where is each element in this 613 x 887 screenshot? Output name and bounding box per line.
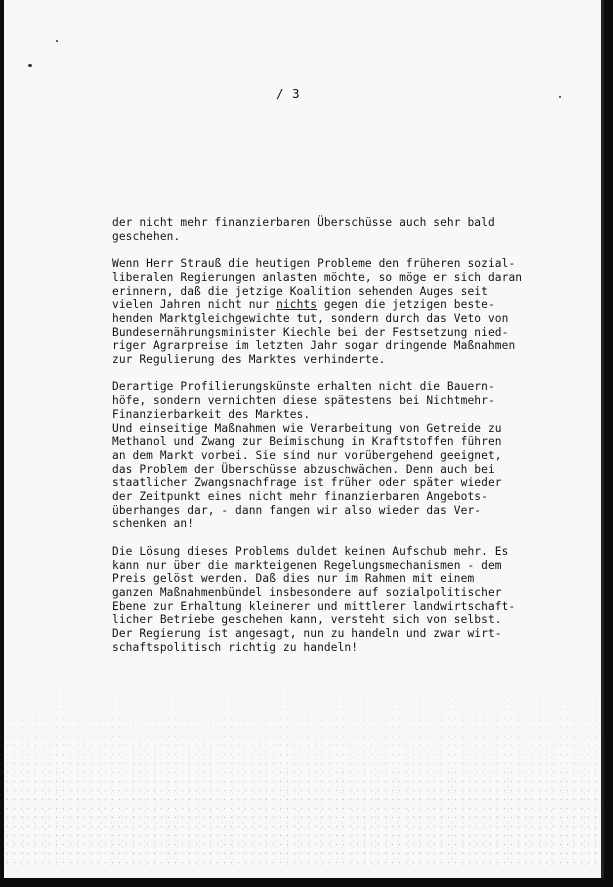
text-line: Derartige Profilierungskünste erhalten nicht die Bauern- bbox=[112, 380, 495, 394]
text-line: Preis gelöst werden. Daß dies nur im Rahmen mit einem bbox=[112, 572, 475, 586]
text-line-underlined-word: vielen Jahren nicht nur nichts gegen die jetzigen beste- bbox=[112, 298, 495, 312]
paragraph-1 bbox=[112, 216, 542, 243]
text-line: Ebene zur Erhaltung kleinerer und mittlerer landwirtschaft- bbox=[112, 599, 516, 613]
scan-speck bbox=[56, 40, 58, 42]
paragraph-2 bbox=[112, 257, 542, 367]
text-line: an dem Markt vorbei. Sie sind nur vorübergehend geeignet, bbox=[112, 448, 502, 462]
text-line: erinnern, daß die jetzige Koalition sehenden Auges seit bbox=[112, 284, 488, 298]
text-line: zur Regulierung des Marktes verhinderte. bbox=[112, 353, 386, 367]
scan-noise bbox=[4, 660, 604, 870]
text-line: schaftspolitisch richtig zu handeln! bbox=[112, 640, 359, 654]
scan-speck bbox=[559, 96, 561, 98]
text-line: Bundesernährungsminister Kiechle bei der Festsetzung nied- bbox=[112, 325, 509, 339]
text-line: ganzen Maßnahmenbündel insbesondere auf sozialpolitischer bbox=[112, 585, 502, 599]
text-line: riger Agrarpreise im letzten Jahr sogar dringende Maßnahmen bbox=[112, 339, 516, 353]
text-line: Finanzierbarkeit des Marktes. bbox=[112, 407, 311, 421]
text-line: Wenn Herr Strauß die heutigen Probleme den früheren sozial- bbox=[112, 257, 516, 271]
text-line: henden Marktgleichgewichte tut, sondern durch das Veto von bbox=[112, 311, 509, 325]
scan-speck bbox=[28, 64, 32, 67]
text-line: Der Regierung ist angesagt, nun zu handeln und zwar wirt- bbox=[112, 627, 502, 641]
text-line: schenken an! bbox=[112, 517, 195, 531]
text-line: überhanges dar, - dann fangen wir also wieder das Ver- bbox=[112, 503, 482, 517]
text-line: das Problem der Überschüsse abzuschwächen. Denn auch bei bbox=[112, 462, 495, 476]
paragraph-3 bbox=[112, 380, 542, 531]
text-line: Die Lösung dieses Problems duldet keinen Aufschub mehr. Es bbox=[112, 544, 509, 558]
underlined-word: nichts bbox=[276, 298, 318, 312]
text-line: liberalen Regierungen anlasten möchte, so möge er sich daran bbox=[112, 270, 523, 284]
text-line: Methanol und Zwang zur Beimischung in Kraftstoffen führen bbox=[112, 435, 502, 449]
paragraph-4 bbox=[112, 545, 542, 655]
text-line: licher Betriebe geschehen kann, versteht sich von selbst. bbox=[112, 613, 502, 627]
page-number: / 3 bbox=[276, 86, 301, 101]
document-page bbox=[4, 0, 604, 878]
text-line: höfe, sondern vernichten diese spätestens bei Nichtmehr- bbox=[112, 394, 495, 408]
text-line: Und einseitige Maßnahmen wie Verarbeitung von Getreide zu bbox=[112, 421, 502, 435]
letter-body bbox=[112, 216, 542, 668]
text-line: staatlicher Zwangsnachfrage ist früher oder später wieder bbox=[112, 476, 502, 490]
text-line: geschehen. bbox=[112, 229, 181, 243]
text-line: der Zeitpunkt eines nicht mehr finanzierbaren Angebots- bbox=[112, 490, 488, 504]
text-line: kann nur über die markteigenen Regelungsmechanismen - dem bbox=[112, 558, 502, 572]
text-line: der nicht mehr finanzierbaren Überschüsse auch sehr bald bbox=[112, 216, 495, 229]
